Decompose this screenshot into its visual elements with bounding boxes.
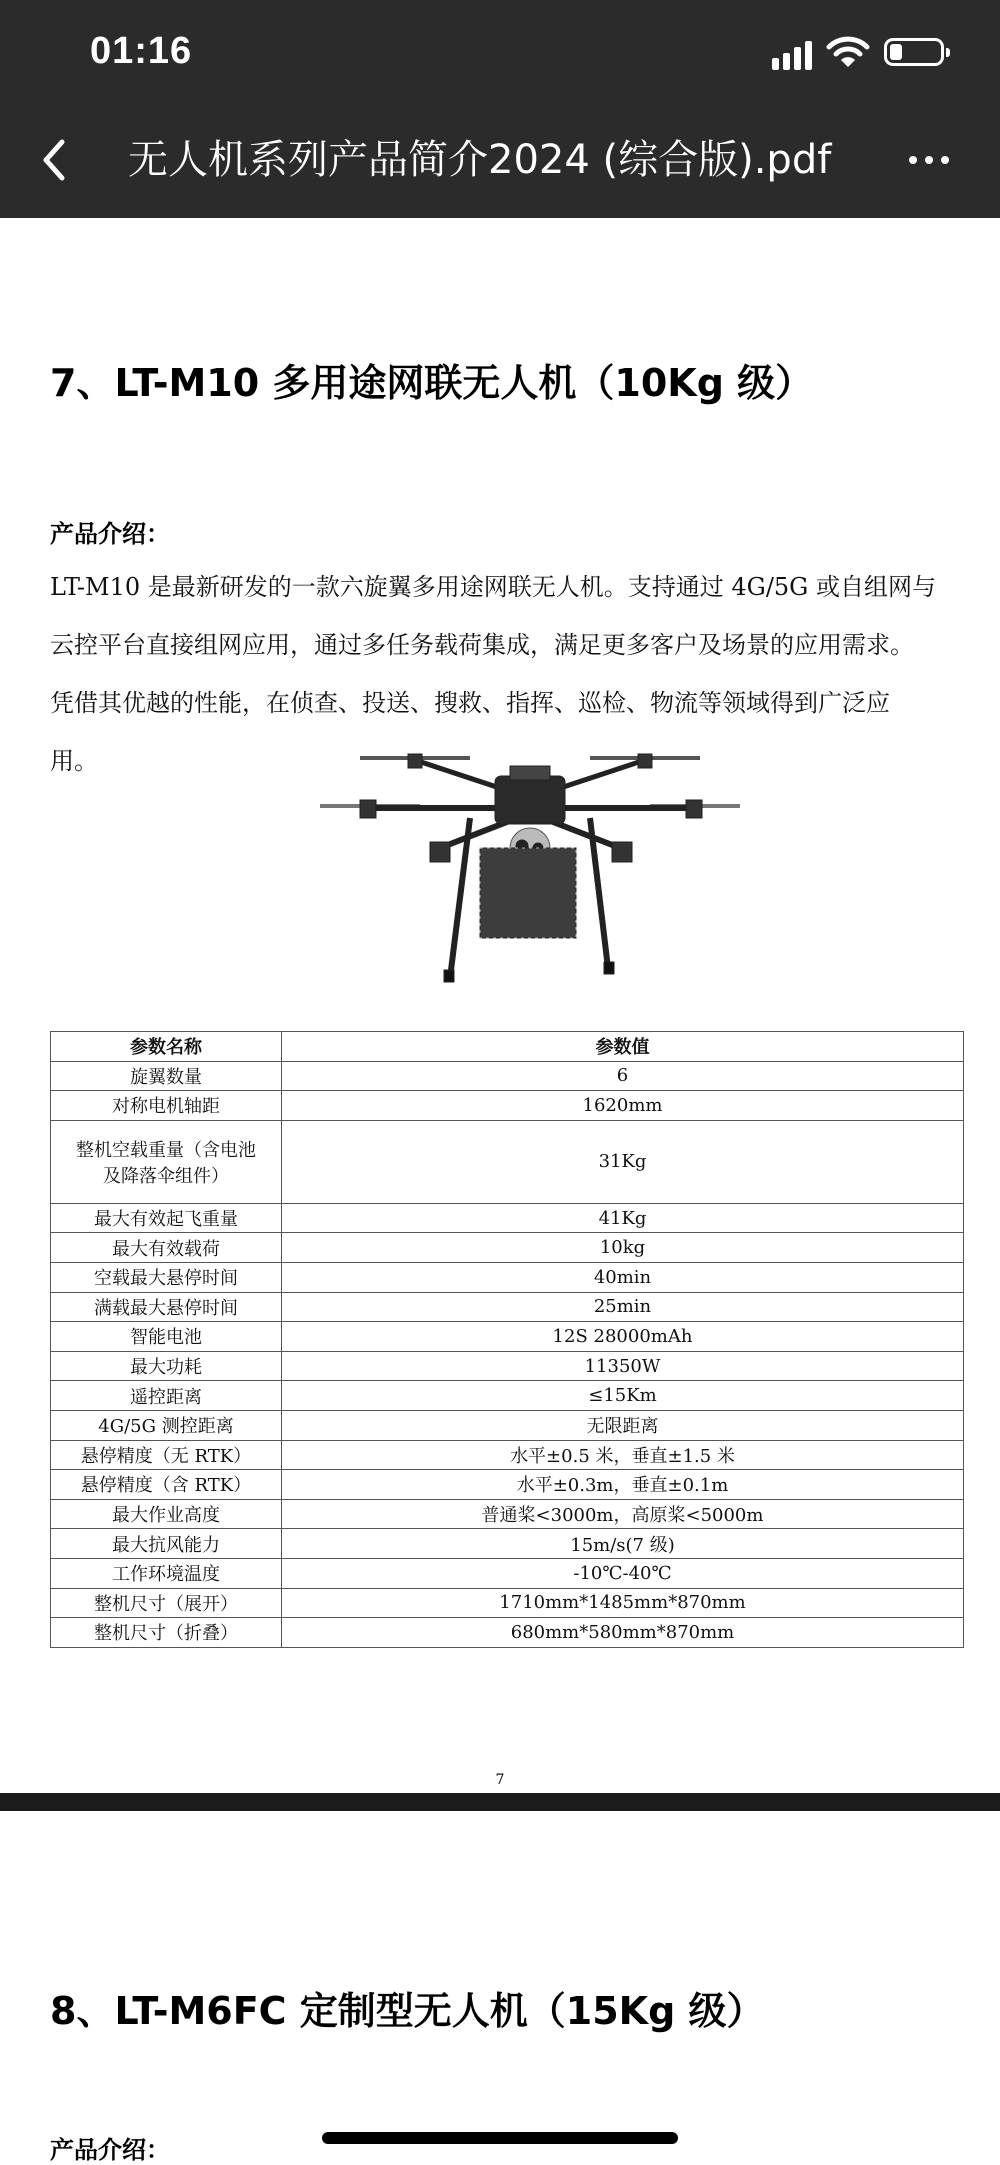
paragraph-line: 用。: [50, 747, 98, 775]
param-name-cell: 4G/5G 测控距离: [51, 1410, 282, 1440]
param-value-cell: -10℃-40℃: [282, 1558, 964, 1588]
table-row: [51, 1588, 964, 1618]
wifi-icon: [826, 34, 870, 70]
table-row: [51, 1440, 964, 1470]
table-header-row: [51, 1032, 964, 1062]
section-title: 7、LT-M10 多用途网联无人机（10Kg 级）: [50, 361, 814, 405]
param-value-cell: 31Kg: [282, 1120, 964, 1203]
param-name-cell: 整机空载重量（含电池及降落伞组件）: [51, 1120, 282, 1203]
table-row: [51, 1203, 964, 1233]
battery-icon: [884, 38, 944, 66]
param-name-cell: 整机尺寸（折叠）: [51, 1618, 282, 1648]
table-row: [51, 1292, 964, 1322]
param-name-cell: 对称电机轴距: [51, 1091, 282, 1121]
param-name-cell: 最大抗风能力: [51, 1529, 282, 1559]
param-value-cell: 6: [282, 1061, 964, 1091]
home-indicator[interactable]: [322, 2132, 678, 2144]
param-value-cell: 普通桨<3000m，高原桨<5000m: [282, 1499, 964, 1529]
param-name-cell: 最大功耗: [51, 1351, 282, 1381]
status-time: 01:16: [90, 30, 193, 72]
param-name-cell: 最大作业高度: [51, 1499, 282, 1529]
table-row: [51, 1262, 964, 1292]
table-row: [51, 1120, 964, 1203]
param-name-cell: 工作环境温度: [51, 1558, 282, 1588]
param-name-cell: 悬停精度（含 RTK）: [51, 1470, 282, 1500]
top-bar: [0, 0, 1000, 218]
product-intro-label-next: 产品介绍：: [50, 2136, 170, 2164]
table-row: [51, 1351, 964, 1381]
table-row: [51, 1091, 964, 1121]
paragraph-line: LT-M10 是最新研发的一款六旋翼多用途网联无人机。支持通过 4G/5G 或自组网与: [50, 573, 936, 601]
param-name-cell: 旋翼数量: [51, 1061, 282, 1091]
header-param-name: 参数名称: [51, 1032, 282, 1062]
param-value-cell: 水平±0.3m，垂直±0.1m: [282, 1470, 964, 1500]
table-row: [51, 1618, 964, 1648]
param-name-cell: 满载最大悬停时间: [51, 1292, 282, 1322]
table-row: [51, 1061, 964, 1091]
param-name-cell: 智能电池: [51, 1322, 282, 1352]
table-row: [51, 1381, 964, 1411]
param-name-cell: 空载最大悬停时间: [51, 1262, 282, 1292]
section-title-next: 8、LT-M6FC 定制型无人机（15Kg 级）: [50, 1989, 765, 2033]
table-row: [51, 1410, 964, 1440]
header-param-value: 参数值: [282, 1032, 964, 1062]
param-value-cell: 12S 28000mAh: [282, 1322, 964, 1352]
param-name-cell: 悬停精度（无 RTK）: [51, 1440, 282, 1470]
param-value-cell: 1620mm: [282, 1091, 964, 1121]
cellular-signal-icon: [772, 40, 816, 70]
param-value-cell: 680mm*580mm*870mm: [282, 1618, 964, 1648]
param-name-cell: 最大有效载荷: [51, 1233, 282, 1263]
param-value-cell: 25min: [282, 1292, 964, 1322]
product-intro-label: 产品介绍：: [50, 520, 170, 548]
table-row: [51, 1470, 964, 1500]
paragraph-line: 凭借其优越的性能，在侦查、投送、搜救、指挥、巡检、物流等领域得到广泛应: [50, 689, 890, 717]
table-row: [51, 1529, 964, 1559]
more-options-button[interactable]: [905, 146, 955, 176]
table-row: [51, 1322, 964, 1352]
param-value-cell: 水平±0.5 米，垂直±1.5 米: [282, 1440, 964, 1470]
param-name-cell: 最大有效起飞重量: [51, 1203, 282, 1233]
table-row: [51, 1233, 964, 1263]
param-name-cell: 整机尺寸（展开）: [51, 1588, 282, 1618]
param-value-cell: 10kg: [282, 1233, 964, 1263]
param-value-cell: 无限距离: [282, 1410, 964, 1440]
param-value-cell: 11350W: [282, 1351, 964, 1381]
param-value-cell: ≤15Km: [282, 1381, 964, 1411]
paragraph-line: 云控平台直接组网应用，通过多任务载荷集成，满足更多客户及场景的应用需求。: [50, 631, 914, 659]
param-name-cell: 遥控距离: [51, 1381, 282, 1411]
param-value-cell: 1710mm*1485mm*870mm: [282, 1588, 964, 1618]
back-button[interactable]: [34, 130, 74, 190]
table-row: [51, 1499, 964, 1529]
spec-table: [50, 1031, 964, 1648]
param-value-cell: 41Kg: [282, 1203, 964, 1233]
param-value-cell: 40min: [282, 1262, 964, 1292]
document-title: 无人机系列产品简介2024 (综合版).pdf: [128, 137, 832, 183]
page-number: 7: [495, 1772, 505, 1788]
page-divider: [0, 1793, 1000, 1811]
drone-product-image: [320, 738, 740, 988]
table-row: [51, 1558, 964, 1588]
param-value-cell: 15m/s(7 级): [282, 1529, 964, 1559]
